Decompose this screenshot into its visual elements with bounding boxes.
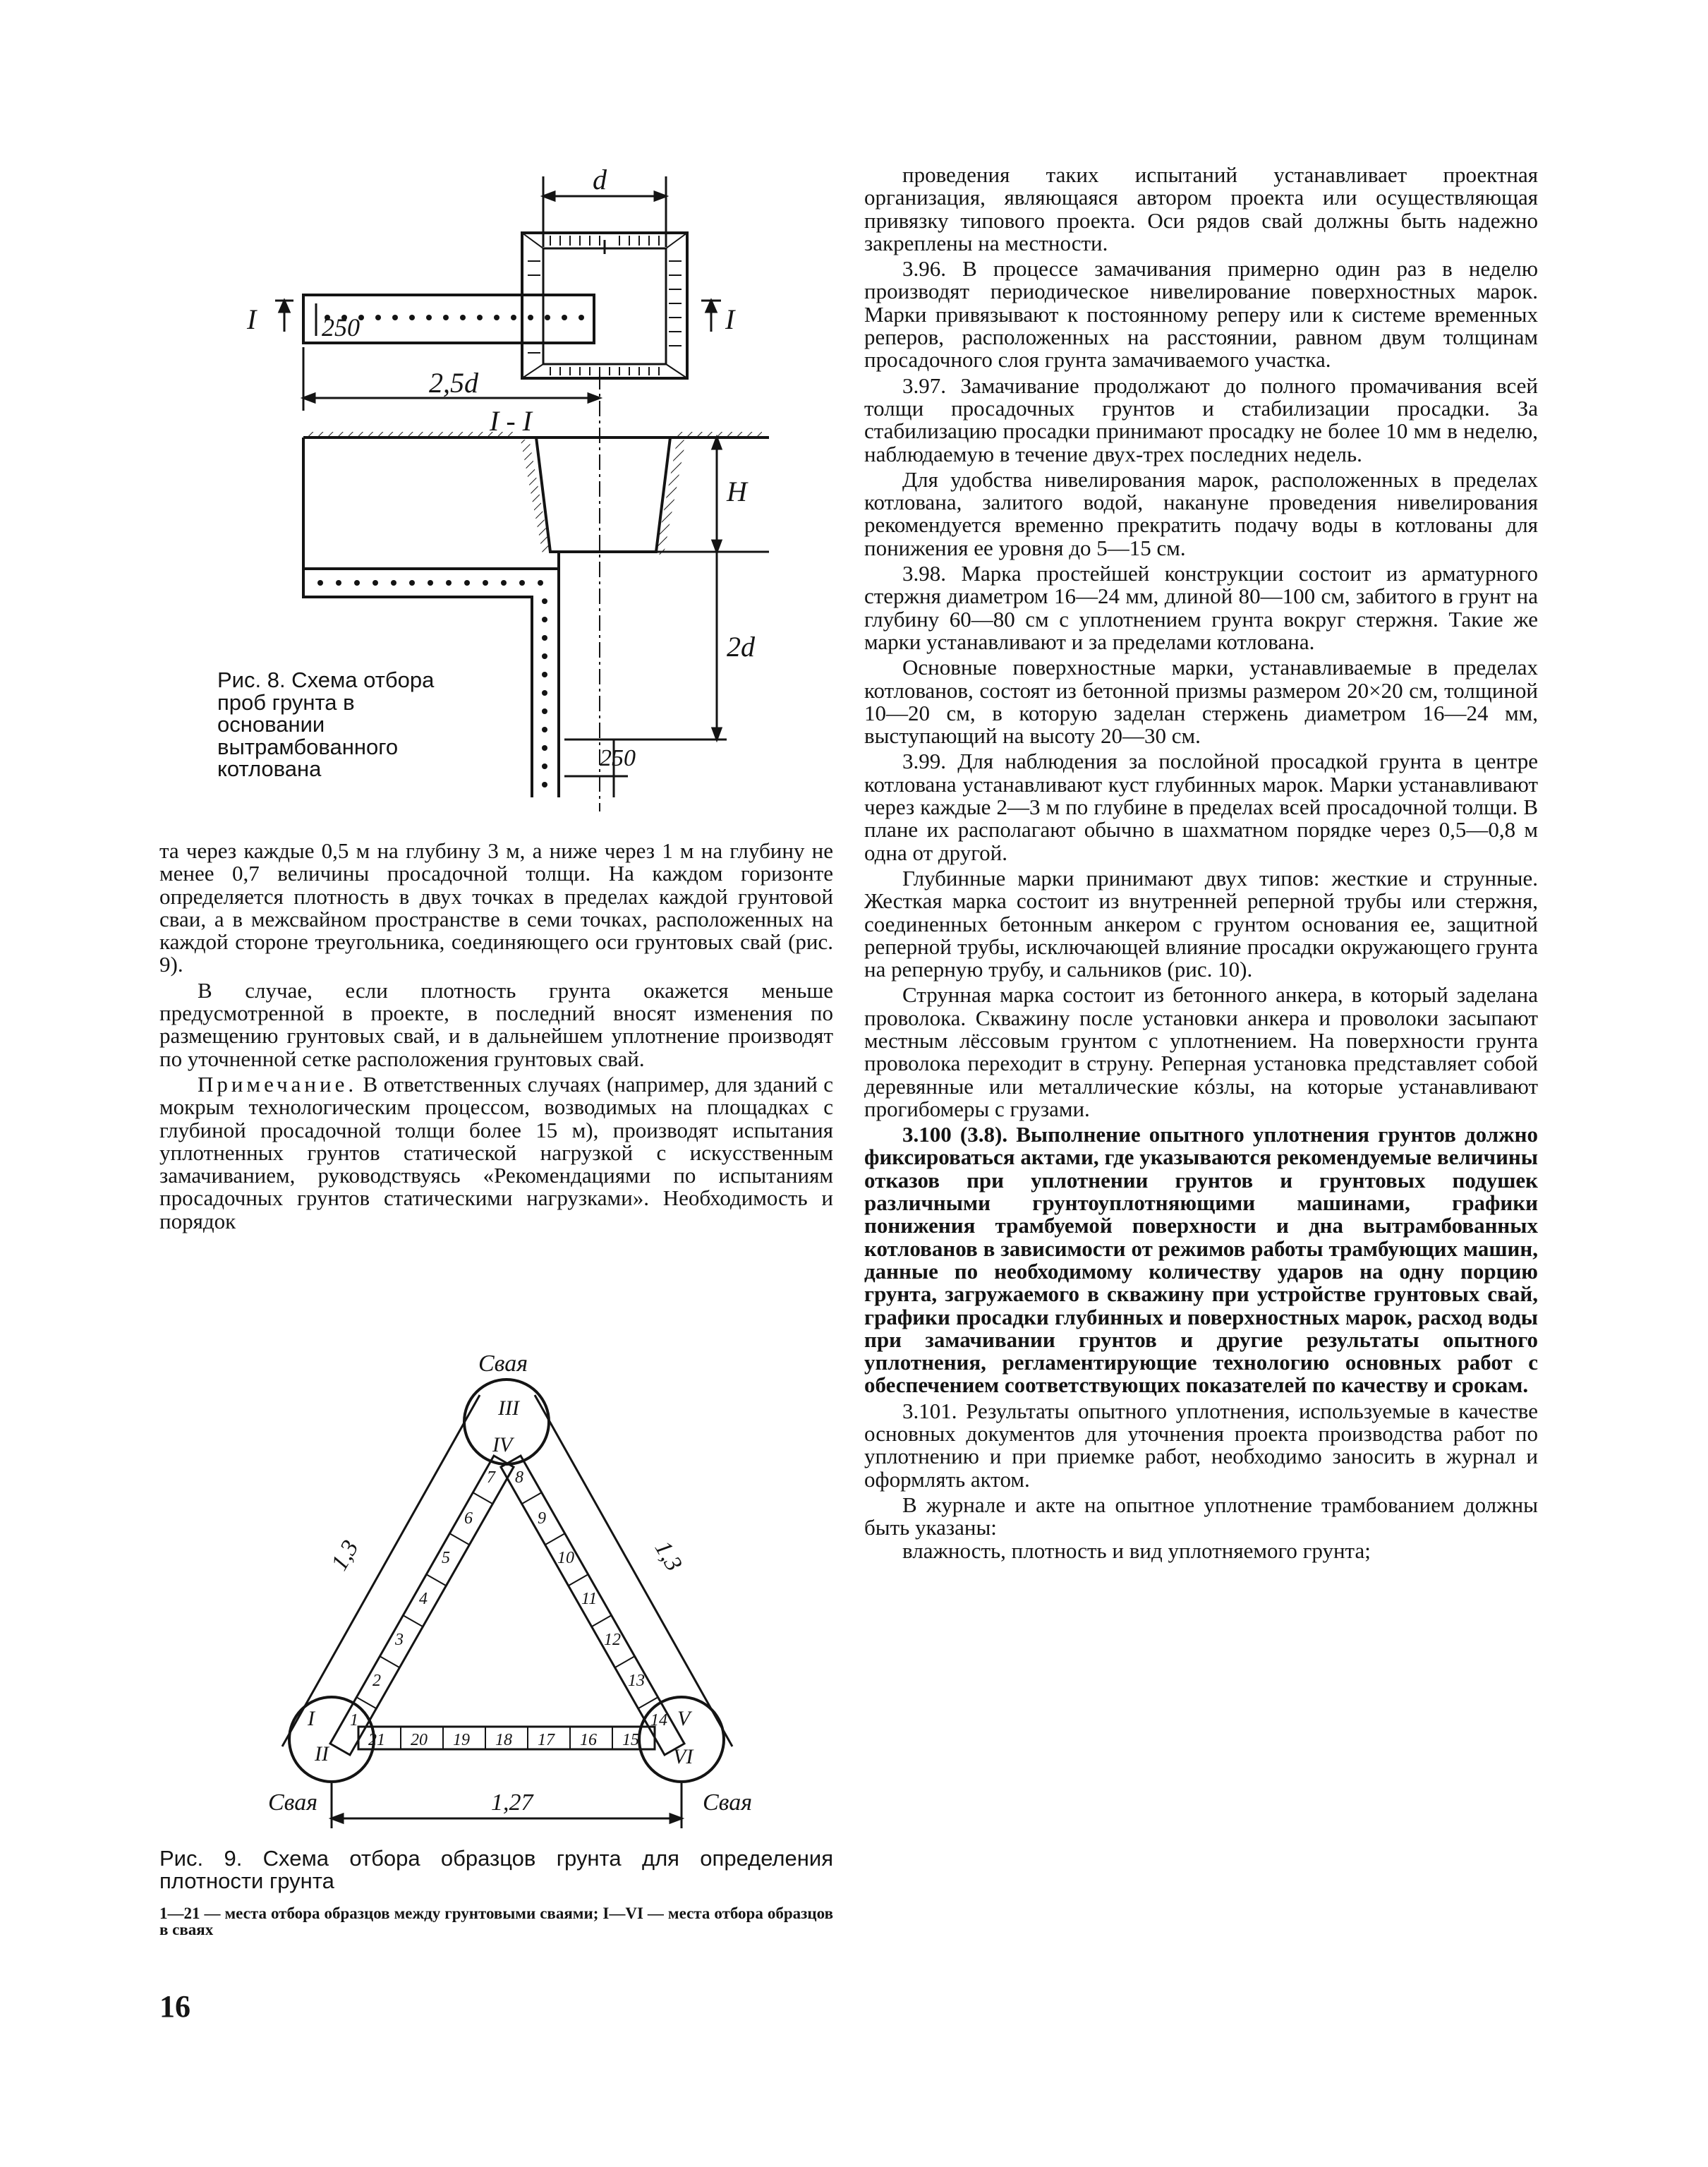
fig9-roman-vi: VI <box>673 1745 694 1768</box>
fig9-num-1: 1 <box>350 1711 358 1730</box>
fig9-num-4: 4 <box>419 1590 428 1608</box>
figure-9-diagram <box>254 1351 769 1838</box>
fig9-num-3: 3 <box>395 1631 404 1649</box>
right-column <box>864 164 1538 1562</box>
fig9-num-14: 14 <box>650 1711 667 1730</box>
note-text: В ответственных случаях (например, для зданий с мокрым технологическим процессом, возводимых на площадках с глубиной просадочной толщи более 15 м), производят испытания уплотненных грунтов статической нагрузкой с искусственным замачиванием, руководствуясь «Рекомендациями по испытаниям просадочных грунтов статическими нагрузками». Необходимость и порядок <box>159 1071 833 1233</box>
fig9-dim-right: 1,3 <box>649 1536 687 1576</box>
fig8-label-section-left: I <box>247 303 257 335</box>
fig8-label-section-title: I - I <box>490 405 532 437</box>
fig9-num-13: 13 <box>628 1672 645 1690</box>
paragraph-3-101-c: влажность, плотность и вид уплотняемого грунта; <box>902 1538 1371 1563</box>
fig9-num-17: 17 <box>538 1731 555 1749</box>
fig9-roman-iv: IV <box>492 1433 513 1456</box>
left-column <box>159 840 833 1233</box>
fig9-num-2: 2 <box>373 1672 381 1690</box>
fig9-dim-bottom: 1,27 <box>491 1789 533 1816</box>
right-paragraph-continuation: проведения таких испытаний устанавливает проектная организация, являющаяся автором проекта или осуществляющая привязку типового проекта. Оси рядов свай должны быть надежно закреплены на местности. <box>864 162 1538 255</box>
fig9-roman-v: V <box>677 1707 691 1730</box>
fig9-num-18: 18 <box>495 1731 512 1749</box>
paragraph-3-99-b: Глубинные марки принимают двух типов: жесткие и струнные. Жесткая марка состоит из внутренней реперной трубы или стержня, соединенных бетонным анкером с грунтом основания ее, защитной реперной трубы, исключающей влияние просадки окружающего грунта на реперную трубу, и сальников (рис. 10). <box>864 865 1538 982</box>
fig9-num-8: 8 <box>515 1468 523 1487</box>
fig9-pile-label-top: Свая <box>478 1351 528 1377</box>
fig8-label-h: H <box>727 476 747 507</box>
fig8-label-2d: 2d <box>727 631 755 663</box>
fig9-num-5: 5 <box>442 1549 450 1567</box>
fig9-roman-ii: II <box>315 1742 329 1765</box>
paragraph-3-99: 3.99. Для наблюдения за послойной просадкой грунта в центре котлована устанавливают куст глубинных марок. Марки устанавливают через каждые 2—3 м по глубине в пределах всей просадочной толщи. В плане их располагают обычно в шахматном порядке через 0,5—0,8 м одна от другой. <box>864 749 1538 865</box>
fig9-pile-label-left: Свая <box>268 1789 318 1816</box>
paragraph-3-100: 3.100 (3.8). Выполнение опытного уплотнения грунтов должно фиксироваться актами, где указываются рекомендуемые величины отказов при уплотнении грунтов и грунтовых подушек различными грунтоуплотняющими машинами, графики понижения трамбуемой поверхности и дна вытрамбованных котлованов в зависимости от режимов работы трамбующих машин, данные по необходимому количеству ударов на одну порцию грунта, загружаемого в скважину при устройстве грунтовых свай, графики просадки глубинных и поверхностных марок, расход воды при замачивании грунтов и другие результаты опытного уплотнения, регламентирующие технологию основных работ с обеспечением соответствующих показателей по качеству и срокам. <box>864 1122 1538 1398</box>
fig8-label-250-bottom: 250 <box>600 745 636 771</box>
paragraph-3-101-b: В журнале и акте на опытное уплотнение трамбованием должны быть указаны: <box>864 1492 1538 1540</box>
fig9-num-9: 9 <box>538 1509 546 1528</box>
page-number: 16 <box>159 1989 190 2024</box>
fig9-dim-left: 1,3 <box>326 1535 364 1575</box>
paragraph-3-97: 3.97. Замачивание продолжают до полного промачивания всей толщи просадочных грунтов и стабилизации просадки. За стабилизацию просадки принимают просадку не более 10 мм в неделю, наблюдаемую в течение двух-трех последних недель. <box>864 373 1538 466</box>
note-label: Примечание. <box>198 1071 358 1097</box>
fig8-label-d: d <box>593 164 607 195</box>
fig8-label-section-right: I <box>725 303 735 335</box>
figure-8-caption: Рис. 8. Схема отбора проб грунта в основании вытрамбованного котлована <box>217 668 435 781</box>
fig9-num-15: 15 <box>622 1731 639 1749</box>
paragraph-3-97-b: Для удобства нивелирования марок, расположенных в пределах котлована, залитого водой, накануне проведения нивелирования рекомендуется временно прекратить подачу воды в котлованы для понижения ее уровня до 5—15 см. <box>864 466 1538 560</box>
fig9-roman-i: I <box>308 1707 315 1730</box>
paragraph-3-96: 3.96. В процессе замачивания примерно один раз в неделю производят периодическое нивелирование поверхностных марок. Марки привязывают к постоянному реперу или к системе временных реперов, расположенных на расстоянии, равном двум толщинам просадочного слоя грунта замачиваемого участка. <box>864 256 1538 373</box>
fig9-num-21: 21 <box>368 1731 385 1749</box>
fig9-num-19: 19 <box>453 1731 470 1749</box>
fig9-num-11: 11 <box>581 1590 598 1608</box>
fig9-num-16: 16 <box>580 1731 597 1749</box>
fig9-num-6: 6 <box>464 1509 473 1528</box>
figure-9-caption: Рис. 9. Схема отбора образцов грунта для определения плотности грунта <box>159 1846 833 1893</box>
paragraph-3-98-b: Основные поверхностные марки, устанавливаемые в пределах котлованов, состоят из бетонной призмы размером 20×20 см, толщиной 10—20 см, в которую заделан стержень диаметром 16—24 мм, выступающий на высоту 20—30 см. <box>864 655 1538 749</box>
left-paragraph-2: В случае, если плотность грунта окажется меньше предусмотренной в проекте, в последний вносят изменения по размещению грунтовых свай, и в дальнейшем уплотнение производят по уточненной сетке расположения грунтовых свай. <box>159 977 833 1071</box>
fig8-label-2-5d: 2,5d <box>429 367 478 399</box>
fig9-num-12: 12 <box>604 1631 621 1649</box>
left-paragraph-1: та через каждые 0,5 м на глубину 3 м, а ниже через 1 м на глубину не менее 0,7 величины просадочной толщи. На каждом горизонте определяется плотность в двух точках в пределах каждой грунтовой сваи, а в межсвайном пространстве в семи точках, расположенных на каждой стороне треугольника, соединяющего оси грунтовых свай (рис. 9). <box>159 838 833 977</box>
paragraph-3-99-c: Струнная марка состоит из бетонного анкера, в который заделана проволока. Скважину после установки анкера и проволоки засыпают местным лёссовым грунтом с уплотнением. На поверхности грунта проволока переходит в струну. Реперная установка представляет собой деревянные или металлические кóзлы, на которые устанавливают прогибомеры с грузами. <box>864 982 1538 1121</box>
fig9-num-20: 20 <box>411 1731 428 1749</box>
fig9-num-10: 10 <box>557 1549 574 1567</box>
paragraph-3-98: 3.98. Марка простейшей конструкции состоит из арматурного стержня диаметром 16—24 мм, длиной 80—100 см, забитого в грунт на глубину 60—80 см с уплотнением грунта вокруг стержня. Такие же марки устанавливают и за пределами котлована. <box>864 561 1538 654</box>
fig9-pile-label-right: Свая <box>703 1789 753 1816</box>
fig9-num-7: 7 <box>487 1468 495 1487</box>
paragraph-3-101: 3.101. Результаты опытного уплотнения, используемые в качестве основных документов для уточнения проекта производства работ по уплотнению и при приемке работ, необходимо заносить в журнал и оформлять актом. <box>864 1398 1538 1492</box>
fig9-roman-iii: III <box>498 1396 519 1420</box>
note-paragraph <box>159 1073 833 1233</box>
figure-9-legend: 1—21 — места отбора образцов между грунтовыми сваями; I—VI — места отбора образцов в сваях <box>159 1905 833 1938</box>
fig8-label-250-top: 250 <box>322 313 360 342</box>
